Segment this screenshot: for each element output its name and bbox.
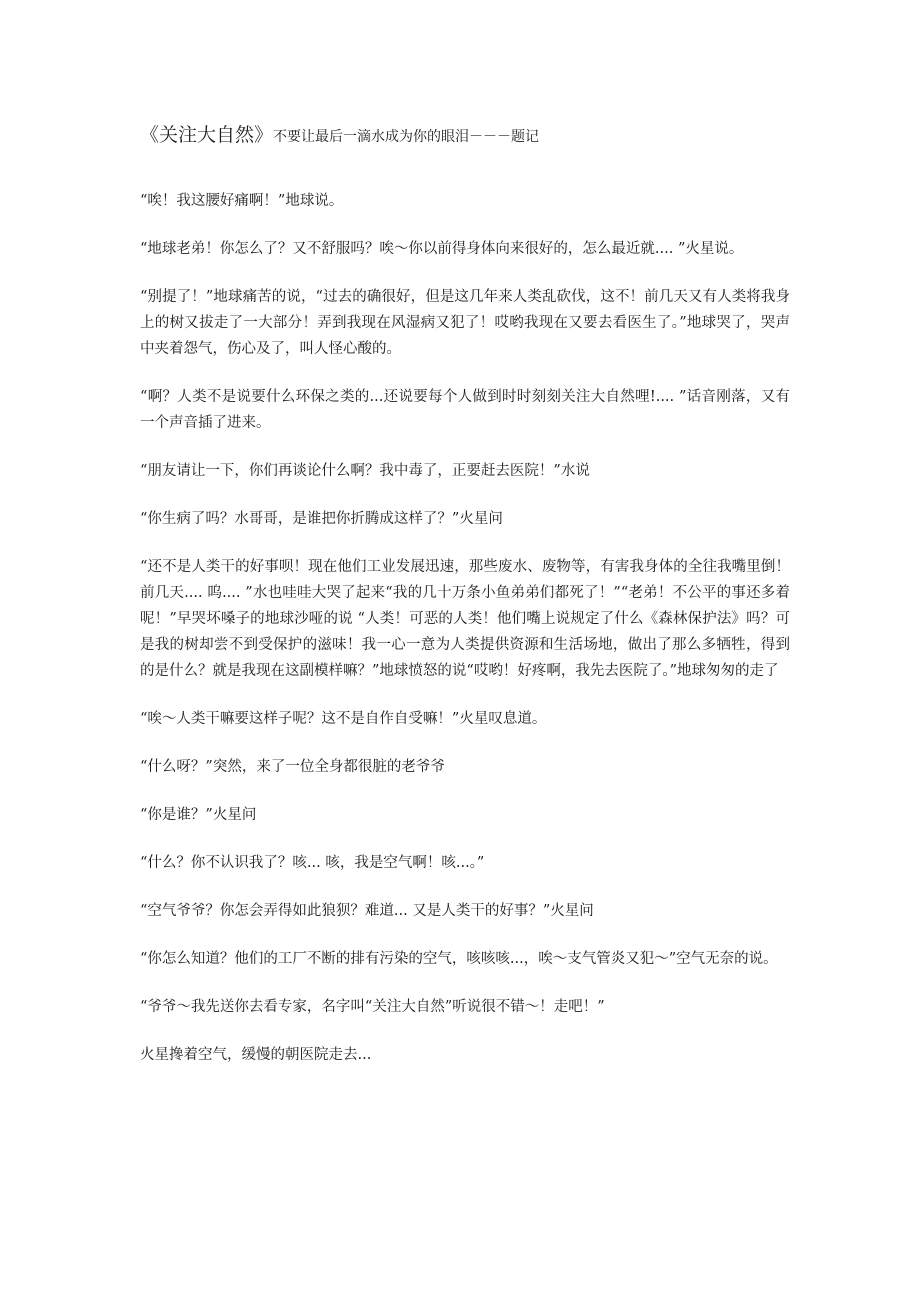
paragraph: “你怎么知道？他们的工厂不断的排有污染的空气，咳咳咳...，唉～支气管炎又犯～”空气无奈的说。 (140, 951, 778, 967)
paragraph: 火星搀着空气，缓慢的朝医院走去... (140, 1047, 372, 1063)
document-title: 《关注大自然》 (140, 124, 274, 146)
paragraph: “别提了！”地球痛苦的说，“过去的确很好，但是这几年来人类乱砍伐，这不！前几天又有人类将我身上的树又拔走了一大部分！弄到我现在风湿病又犯了！哎哟我现在又要去看医生了。”地球哭了，哭声中夹着怨气，伤心及了，叫人怪心酸的。 (140, 289, 790, 357)
paragraph: “爷爷～我先送你去看专家，名字叫“关注大自然”听说很不错～！走吧！” (140, 999, 605, 1015)
document-page (140, 120, 790, 1090)
paragraph: “还不是人类干的好事呗！现在他们工业发展迅速，那些废水、废物等，有害我身体的全往我嘴里倒！前几天.... 呜.... ”水也哇哇大哭了起来“我的几十万条小鱼弟弟们都死了！”“老弟！不公平的事还多着呢！”早哭坏嗓子的地球沙哑的说 “人类！可恶的人类！他们嘴上说规定了什么《森林保护法》吗？可是我的树却尝不到受保护的滋味！我一心一意为人类提供资源和生活场地，做出了那么多牺牲，得到的是什么？就是我现在这副模样嘛？”地球愤怒的说“哎哟！好疼啊，我先去医院了。”地球匆匆的走了 (140, 559, 790, 679)
paragraph: “地球老弟！你怎么了？又不舒服吗？唉～你以前得身体向来很好的，怎么最近就.... ”火星说。 (140, 241, 744, 257)
paragraph: “唉～人类干嘛要这样子呢？这不是自作自受嘛！”火星叹息道。 (140, 711, 547, 727)
paragraph: “唉！我这腰好痛啊！”地球说。 (140, 193, 344, 209)
paragraph: “空气爷爷？你怎会弄得如此狼狈？难道... 又是人类干的好事？”火星问 (140, 903, 594, 919)
title-line (140, 120, 790, 152)
paragraph: “朋友请让一下，你们再谈论什么啊？我中毒了，正要赶去医院！”水说 (140, 463, 590, 479)
paragraph: “你生病了吗？水哥哥，是谁把你折腾成这样了？”火星问 (140, 511, 503, 527)
paragraph: “你是谁？”火星问 (140, 807, 257, 823)
document-subtitle: 不要让最后一滴水成为你的眼泪－－－题记 (273, 129, 540, 145)
paragraph: “什么？你不认识我了？咳... 咳，我是空气啊！咳...。” (140, 855, 485, 871)
paragraph: “啊？人类不是说要什么环保之类的...还说要每个人做到时时刻刻关注大自然哩!.... ”话音刚落，又有一个声音插了进来。 (140, 389, 790, 431)
paragraph: “什么呀？”突然，来了一位全身都很脏的老爷爷 (140, 759, 445, 775)
